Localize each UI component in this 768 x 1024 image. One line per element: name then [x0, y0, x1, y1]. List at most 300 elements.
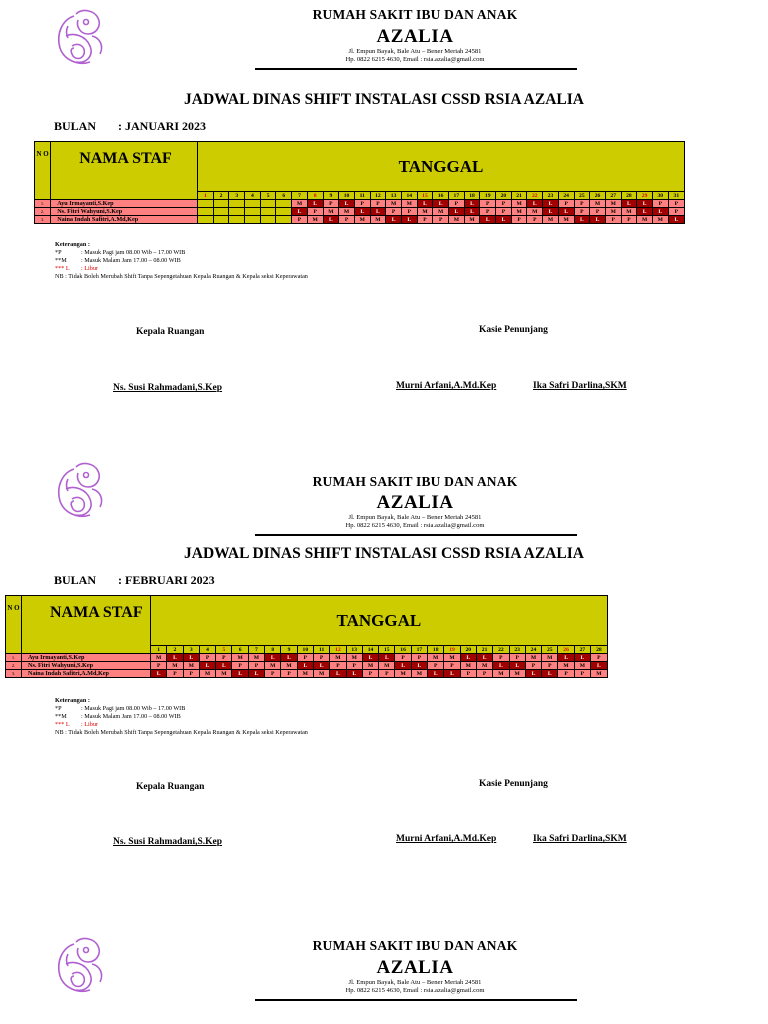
day-number: 14 [401, 192, 417, 200]
shift-cell: P [444, 662, 460, 670]
shift-cell: P [558, 670, 574, 678]
legend-item-malam [55, 713, 308, 721]
shift-cell [229, 200, 245, 208]
shift-cell: M [151, 654, 167, 662]
shift-cell: L [401, 216, 417, 224]
signature-name-left: Ns. Susi Rahmadani,S.Kep [113, 837, 223, 847]
day-number: 7 [248, 646, 264, 654]
day-number: 25 [574, 192, 590, 200]
shift-cell: M [265, 662, 281, 670]
day-number: 4 [199, 646, 215, 654]
shift-cell: L [339, 200, 355, 208]
shift-cell: L [449, 208, 465, 216]
shift-cell: L [591, 662, 608, 670]
shift-cell: L [216, 662, 232, 670]
shift-cell: M [417, 208, 433, 216]
shift-cell: L [297, 662, 313, 670]
shift-cell [213, 208, 229, 216]
mother-child-logo-icon [52, 6, 112, 68]
shift-cell: M [590, 200, 606, 208]
shift-cell: M [354, 216, 370, 224]
hospital-name: RUMAH SAKIT IBU DAN ANAK [312, 474, 518, 489]
shift-cell: M [605, 208, 621, 216]
day-number: 6 [276, 192, 292, 200]
shift-cell: M [297, 670, 313, 678]
day-number: 18 [428, 646, 444, 654]
shift-cell: L [558, 654, 574, 662]
signature-title-right: Kasie Penunjang [479, 325, 548, 335]
legend-key: *P [55, 705, 62, 712]
day-number: 19 [444, 646, 460, 654]
hospital-brand: AZALIA [376, 492, 454, 513]
shift-cell: L [354, 208, 370, 216]
shift-cell: P [354, 200, 370, 208]
hospital-address: Jl. Empun Bayak, Bale Atu – Bener Meriah 24581 [348, 48, 482, 55]
shift-cell: P [511, 216, 527, 224]
shift-cell: P [558, 200, 574, 208]
shift-cell: L [621, 200, 637, 208]
day-number: 12 [330, 646, 346, 654]
schedule-page-january [0, 0, 768, 420]
shift-cell: L [323, 216, 339, 224]
shift-cell: L [542, 670, 558, 678]
legend-text: : Masuk Malam Jam 17.00 – 08.00 WIB [81, 713, 181, 720]
shift-cell: L [543, 200, 559, 208]
legend [55, 241, 308, 281]
shift-cell [229, 216, 245, 224]
staff-no: 2. [35, 208, 51, 216]
legend-key: *** L [55, 721, 70, 728]
day-number: 6 [232, 646, 248, 654]
shift-cell: M [591, 670, 608, 678]
legend-text: : Masuk Malam Jam 17.00 – 08.00 WIB [81, 257, 181, 264]
shift-cell: L [527, 200, 543, 208]
shift-cell: L [281, 654, 297, 662]
shift-cell: L [248, 670, 264, 678]
shift-cell [260, 216, 276, 224]
shift-cell: P [542, 662, 558, 670]
header-divider [255, 534, 577, 536]
shift-cell: P [379, 670, 395, 678]
shift-cell: M [464, 216, 480, 224]
day-number: 24 [558, 192, 574, 200]
header-date: TANGGAL [151, 596, 608, 646]
shift-cell: M [313, 670, 329, 678]
shift-cell: L [509, 662, 525, 670]
day-number: 1 [198, 192, 214, 200]
shift-cell [245, 200, 261, 208]
day-number: 22 [493, 646, 509, 654]
staff-name: Ns. Fitri Wahyuni,S.Kep [51, 208, 198, 216]
shift-cell: M [511, 208, 527, 216]
shift-cell: M [370, 216, 386, 224]
shift-cell: M [395, 670, 411, 678]
signature-name-right-2: Ika Safri Darlina,SKM [533, 381, 627, 391]
day-number: 9 [281, 646, 297, 654]
legend-item-pagi [55, 705, 308, 713]
schedule-title: JADWAL DINAS SHIFT INSTALASI CSSD RSIA AZALIA [184, 545, 584, 562]
shift-cell: L [386, 216, 402, 224]
shift-cell: L [637, 200, 653, 208]
shift-cell: P [449, 200, 465, 208]
legend-key: *P [55, 249, 62, 256]
shift-cell: L [307, 200, 323, 208]
day-number: 24 [525, 646, 541, 654]
shift-cell [213, 200, 229, 208]
shift-cell: L [476, 654, 492, 662]
shift-cell: M [339, 208, 355, 216]
shift-cell: P [395, 654, 411, 662]
shift-cell: M [652, 216, 668, 224]
day-number: 11 [313, 646, 329, 654]
signature-name-right-1: Murni Arfani,A.Md.Kep [396, 381, 497, 391]
shift-cell: P [411, 654, 427, 662]
day-number: 16 [395, 646, 411, 654]
hospital-address: Jl. Empun Bayak, Bale Atu – Bener Meriah 24581 [348, 979, 482, 986]
shift-cell: P [496, 200, 512, 208]
shift-cell: P [480, 200, 496, 208]
shift-cell [198, 216, 214, 224]
shift-cell: P [307, 208, 323, 216]
shift-cell: P [591, 654, 608, 662]
shift-cell: L [637, 208, 653, 216]
shift-cell: P [460, 670, 476, 678]
shift-cell: L [151, 670, 167, 678]
header-name: NAMA STAF [51, 142, 198, 200]
shift-cell: M [558, 662, 574, 670]
shift-cell: M [232, 654, 248, 662]
shift-cell: L [480, 216, 496, 224]
shift-cell: P [574, 670, 590, 678]
legend-text: : Masuk Pagi jam 08.00 Wib – 17.00 WIB [81, 249, 186, 256]
shift-cell: P [346, 662, 362, 670]
legend-item-malam [55, 257, 308, 265]
shift-cell: L [167, 654, 183, 662]
shift-cell: P [323, 200, 339, 208]
shift-cell: L [574, 216, 590, 224]
shift-cell: P [433, 216, 449, 224]
signature-title-left: Kepala Ruangan [136, 782, 205, 792]
signature-name-left: Ns. Susi Rahmadani,S.Kep [113, 383, 223, 393]
shift-cell [276, 200, 292, 208]
shift-cell: M [330, 654, 346, 662]
legend-text: : Libur [81, 265, 99, 272]
shift-cell: P [621, 216, 637, 224]
day-number: 10 [297, 646, 313, 654]
legend-item-pagi [55, 249, 308, 257]
shift-cell: M [167, 662, 183, 670]
day-number: 9 [323, 192, 339, 200]
day-number: 25 [542, 646, 558, 654]
shift-cell: P [216, 654, 232, 662]
staff-name: Naina Indah Safitri,A.Md,Kep [22, 670, 151, 678]
shift-cell: M [527, 208, 543, 216]
shift-cell: P [509, 654, 525, 662]
hospital-contact: Hp. 0822 6215 4630, Email : rsia.azalia@gmail.com [345, 56, 485, 63]
shift-cell: L [525, 670, 541, 678]
shift-cell: P [167, 670, 183, 678]
shift-cell: M [542, 654, 558, 662]
hospital-name: RUMAH SAKIT IBU DAN ANAK [312, 938, 518, 953]
staff-row [35, 200, 685, 208]
shift-cell: P [417, 216, 433, 224]
shift-cell: P [496, 208, 512, 216]
hospital-name: RUMAH SAKIT IBU DAN ANAK [312, 7, 518, 22]
shift-cell: M [637, 216, 653, 224]
day-number: 28 [591, 646, 608, 654]
shift-cell: L [265, 654, 281, 662]
day-number: 21 [511, 192, 527, 200]
shift-cell: P [574, 208, 590, 216]
signature-title-right: Kasie Penunjang [479, 779, 548, 789]
day-number: 20 [460, 646, 476, 654]
day-number: 2 [167, 646, 183, 654]
shift-cell [245, 208, 261, 216]
hospital-brand: AZALIA [376, 957, 454, 978]
staff-name: Ayu Irmayanti,S.Kep [22, 654, 151, 662]
shift-cell: M [493, 670, 509, 678]
day-number: 26 [590, 192, 606, 200]
day-number: 23 [509, 646, 525, 654]
day-number: 15 [417, 192, 433, 200]
staff-row [6, 670, 608, 678]
shift-cell: L [292, 208, 308, 216]
day-number: 19 [480, 192, 496, 200]
hospital-contact: Hp. 0822 6215 4630, Email : rsia.azalia@gmail.com [345, 987, 485, 994]
day-number: 3 [183, 646, 199, 654]
shift-cell: P [574, 200, 590, 208]
shift-cell: P [590, 208, 606, 216]
shift-cell: P [183, 670, 199, 678]
staff-row [35, 216, 685, 224]
schedule-page-next [0, 920, 768, 1024]
shift-cell: P [401, 208, 417, 216]
shift-cell: M [509, 670, 525, 678]
legend-note: NB : Tidak Boleh Merubah Shift Tanpa Sepengetahuan Kepala Ruangan & Kepala seksi Keperawatan [55, 273, 308, 280]
month-label: BULAN [54, 573, 97, 587]
shift-cell: P [265, 670, 281, 678]
day-number: 7 [292, 192, 308, 200]
staff-name: Naina Indah Safitri,A.Md,Kep [51, 216, 198, 224]
shift-cell: M [525, 654, 541, 662]
shift-cell: L [428, 670, 444, 678]
day-number: 21 [476, 646, 492, 654]
table-header-row [35, 142, 685, 192]
shift-cell: M [401, 200, 417, 208]
schedule-table [34, 141, 685, 224]
shift-cell: M [511, 200, 527, 208]
shift-cell: M [248, 654, 264, 662]
shift-cell: M [428, 654, 444, 662]
shift-cell: L [417, 200, 433, 208]
shift-cell: L [464, 208, 480, 216]
shift-cell [260, 208, 276, 216]
shift-cell [260, 200, 276, 208]
legend-item-libur [55, 721, 308, 729]
day-number: 5 [260, 192, 276, 200]
day-number: 5 [216, 646, 232, 654]
shift-cell: L [362, 654, 378, 662]
shift-cell: P [151, 662, 167, 670]
shift-cell: P [480, 208, 496, 216]
legend-note: NB : Tidak Boleh Merubah Shift Tanpa Sepengetahuan Kepala Ruangan & Kepala seksi Keperawatan [55, 729, 308, 736]
shift-cell: L [574, 654, 590, 662]
staff-no: 2. [6, 662, 22, 670]
shift-cell: L [313, 662, 329, 670]
month-value: : FEBRUARI 2023 [118, 573, 215, 587]
day-number: 13 [386, 192, 402, 200]
shift-cell: P [248, 662, 264, 670]
month-value: : JANUARI 2023 [118, 119, 206, 133]
day-number: 8 [307, 192, 323, 200]
shift-cell: L [668, 216, 684, 224]
shift-cell: P [668, 208, 684, 216]
shift-cell: P [668, 200, 684, 208]
staff-row [35, 208, 685, 216]
shift-cell: P [493, 654, 509, 662]
shift-cell: M [411, 670, 427, 678]
hospital-contact: Hp. 0822 6215 4630, Email : rsia.azalia@gmail.com [345, 522, 485, 529]
mother-child-logo-icon [52, 459, 112, 521]
header-divider [255, 68, 577, 70]
shift-cell: M [444, 654, 460, 662]
day-number: 31 [668, 192, 684, 200]
day-number: 13 [346, 646, 362, 654]
shift-cell: M [433, 208, 449, 216]
shift-cell [245, 216, 261, 224]
shift-cell: M [292, 200, 308, 208]
day-number: 26 [558, 646, 574, 654]
staff-no: 1. [35, 200, 51, 208]
shift-cell: P [386, 208, 402, 216]
day-number: 16 [433, 192, 449, 200]
shift-cell: L [558, 208, 574, 216]
day-number: 20 [496, 192, 512, 200]
shift-cell: M [216, 670, 232, 678]
table-header-row [6, 596, 608, 646]
schedule-month [54, 573, 215, 588]
shift-cell: L [444, 670, 460, 678]
staff-row [6, 662, 608, 670]
day-number: 4 [245, 192, 261, 200]
shift-cell: M [476, 662, 492, 670]
shift-cell: P [525, 662, 541, 670]
day-number: 15 [379, 646, 395, 654]
month-label: BULAN [54, 119, 97, 133]
shift-cell: L [370, 208, 386, 216]
shift-cell [276, 216, 292, 224]
day-number: 30 [652, 192, 668, 200]
shift-cell [198, 200, 214, 208]
schedule-month [54, 119, 206, 134]
shift-cell: P [370, 200, 386, 208]
legend-item-libur [55, 265, 308, 273]
day-number: 29 [637, 192, 653, 200]
staff-row [6, 654, 608, 662]
day-number: 22 [527, 192, 543, 200]
staff-no: 3. [35, 216, 51, 224]
shift-cell: L [346, 670, 362, 678]
legend-text: : Libur [81, 721, 99, 728]
shift-cell: M [346, 654, 362, 662]
legend [55, 697, 308, 737]
shift-cell: P [339, 216, 355, 224]
day-number: 10 [339, 192, 355, 200]
hospital-address: Jl. Empun Bayak, Bale Atu – Bener Meriah 24581 [348, 514, 482, 521]
shift-cell: P [476, 670, 492, 678]
shift-cell: L [232, 670, 248, 678]
shift-cell: P [330, 662, 346, 670]
schedule-page-february [0, 455, 768, 875]
day-number: 3 [229, 192, 245, 200]
legend-key: **M [55, 713, 67, 720]
day-number: 1 [151, 646, 167, 654]
day-number: 8 [265, 646, 281, 654]
shift-cell: L [183, 654, 199, 662]
shift-cell: M [362, 662, 378, 670]
shift-cell: L [543, 208, 559, 216]
staff-no: 1. [6, 654, 22, 662]
day-number: 27 [574, 646, 590, 654]
legend-text: : Masuk Pagi jam 08.00 Wib – 17.00 WIB [81, 705, 186, 712]
day-number: 18 [464, 192, 480, 200]
shift-cell: L [433, 200, 449, 208]
shift-cell: L [330, 670, 346, 678]
hospital-brand: AZALIA [376, 26, 454, 47]
day-number: 12 [370, 192, 386, 200]
shift-cell: L [411, 662, 427, 670]
shift-cell: P [605, 216, 621, 224]
shift-cell: M [621, 208, 637, 216]
shift-cell: L [379, 654, 395, 662]
shift-cell: M [199, 670, 215, 678]
shift-cell: P [428, 662, 444, 670]
shift-cell: P [199, 654, 215, 662]
header-divider [255, 999, 577, 1001]
day-number: 2 [213, 192, 229, 200]
shift-cell [276, 208, 292, 216]
shift-cell: P [362, 670, 378, 678]
shift-cell [229, 208, 245, 216]
staff-name: Ns. Fitri Wahyuni,S.Kep [22, 662, 151, 670]
shift-cell: L [199, 662, 215, 670]
shift-cell: L [590, 216, 606, 224]
header-date: TANGGAL [198, 142, 685, 192]
shift-cell: L [460, 654, 476, 662]
shift-cell: L [464, 200, 480, 208]
shift-cell: L [652, 208, 668, 216]
shift-cell: L [395, 662, 411, 670]
signature-title-left: Kepala Ruangan [136, 327, 205, 337]
staff-name: Ayu Irmayanti,S.Kep [51, 200, 198, 208]
shift-cell: L [496, 216, 512, 224]
schedule-title: JADWAL DINAS SHIFT INSTALASI CSSD RSIA AZALIA [184, 91, 584, 108]
signature-name-right-1: Murni Arfani,A.Md.Kep [396, 834, 497, 844]
shift-cell [198, 208, 214, 216]
header-no: N O [6, 596, 22, 654]
day-number: 27 [605, 192, 621, 200]
shift-cell: M [183, 662, 199, 670]
shift-cell: M [574, 662, 590, 670]
shift-cell: M [449, 216, 465, 224]
header-name: NAMA STAF [22, 596, 151, 654]
signature-name-right-2: Ika Safri Darlina,SKM [533, 834, 627, 844]
shift-cell: M [558, 216, 574, 224]
shift-cell: P [313, 654, 329, 662]
shift-cell [213, 216, 229, 224]
legend-key: *** L [55, 265, 70, 272]
shift-cell: M [605, 200, 621, 208]
